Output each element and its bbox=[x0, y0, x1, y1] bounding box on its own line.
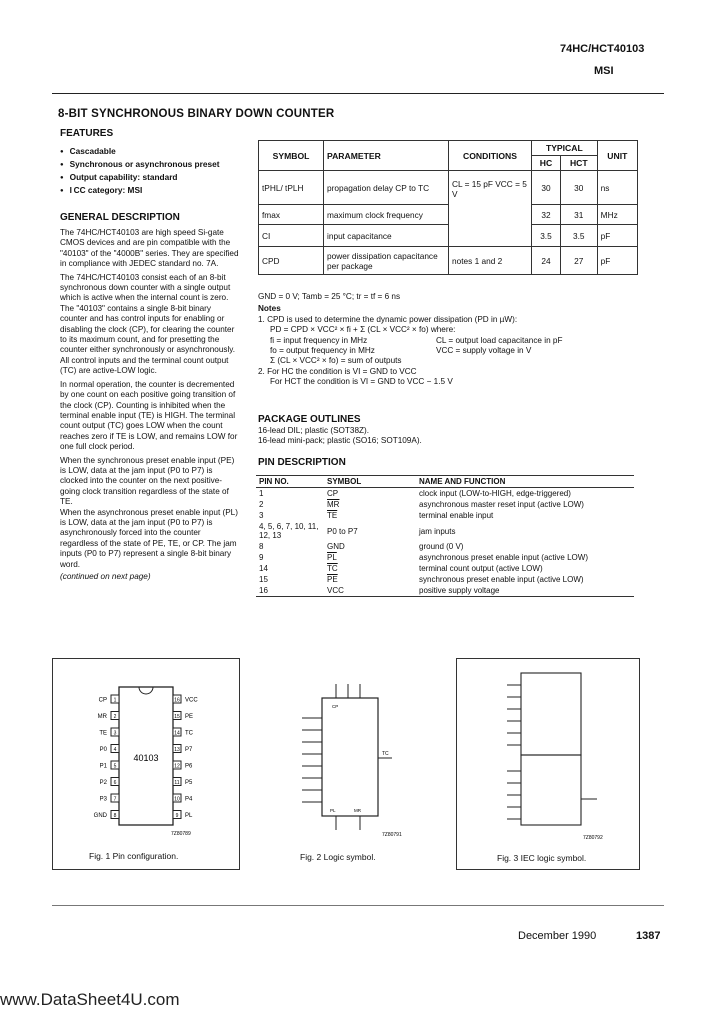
cell-parameter: input capacitance bbox=[324, 225, 449, 247]
page-number: 1387 bbox=[636, 930, 661, 942]
right-pin-label: VCC bbox=[185, 697, 198, 704]
pin-heading: PIN DESCRIPTION bbox=[258, 457, 346, 468]
feature-item: ● Synchronous or asynchronous preset bbox=[60, 158, 219, 171]
def-cl: CL = output load capacitance in pF bbox=[436, 335, 563, 345]
col-typical: TYPICAL bbox=[532, 141, 598, 156]
package-heading: PACKAGE OUTLINES bbox=[258, 414, 361, 425]
pin-no: 15 bbox=[259, 575, 268, 584]
col-hct: HCT bbox=[560, 156, 597, 171]
note-2: 2. For HC the condition is VI = GND to VCC bbox=[258, 366, 417, 376]
left-pin-label: CP bbox=[98, 697, 107, 704]
cell-hc: 24 bbox=[532, 247, 561, 275]
mr-input-label: MR bbox=[354, 808, 361, 813]
pin-symbol: $\overline{TE}$ bbox=[327, 511, 338, 520]
cell-hct: 3.5 bbox=[560, 225, 597, 247]
left-pin-number: 4 bbox=[113, 747, 117, 753]
left-pin-label: GND bbox=[93, 813, 107, 819]
pin-no: 1 bbox=[259, 489, 264, 498]
left-pin-number: 5 bbox=[113, 763, 117, 770]
cell-unit: ns bbox=[597, 171, 637, 205]
cell-unit: pF bbox=[597, 247, 637, 275]
right-pin-number: 15 bbox=[174, 714, 180, 720]
right-pin-label: P7 bbox=[185, 747, 193, 753]
pin-configuration-diagram bbox=[53, 659, 239, 869]
page-title: 8-BIT SYNCHRONOUS BINARY DOWN COUNTER bbox=[58, 108, 335, 120]
note-formula: PD = CPD × VCC² × fi + Σ (CL × VCC² × fo) where: bbox=[270, 325, 456, 335]
right-pin-label: TC bbox=[185, 730, 193, 737]
right-pin-label: PE bbox=[185, 714, 194, 720]
chip-label: 40103 bbox=[133, 753, 159, 763]
pin-no: 16 bbox=[259, 586, 268, 595]
general-paragraph: The 74HC/HCT40103 are high speed Si-gate CMOS devices and are pin compatible with the "40103" of the "4000B" series. They are specified in compliance with JEDEC standard no. 7A. bbox=[60, 228, 239, 269]
figure-2-caption: Fig. 2 Logic symbol. bbox=[300, 852, 376, 862]
pin-function: clock input (LOW-to-HIGH, edge-triggered) bbox=[419, 489, 571, 498]
feature-item: ● Output capability: standard bbox=[60, 171, 219, 184]
cell-hc: 32 bbox=[532, 205, 561, 225]
tc-output-label: TC bbox=[382, 751, 389, 757]
col-unit: UNIT bbox=[597, 141, 637, 171]
pin-function: asynchronous preset enable input (active LOW) bbox=[419, 553, 588, 562]
feature-item: ● I CC category: MSI bbox=[60, 184, 219, 197]
def-vcc: VCC = supply voltage in V bbox=[436, 346, 532, 356]
figure-code: 7Z80791 bbox=[382, 832, 402, 838]
cell-hct: 30 bbox=[560, 171, 597, 205]
left-pin-number: 6 bbox=[113, 780, 117, 786]
def-fo: fo = output frequency in MHz bbox=[270, 346, 375, 356]
right-pin-label: PL bbox=[185, 813, 193, 819]
notes-heading: Notes bbox=[258, 304, 281, 314]
general-heading: GENERAL DESCRIPTION bbox=[60, 212, 180, 223]
right-pin-number: 9 bbox=[175, 813, 179, 819]
watermark-link[interactable]: www.DataSheet4U.com bbox=[0, 990, 180, 1009]
def-sum: Σ (CL × VCC² × fo) = sum of outputs bbox=[270, 356, 402, 366]
package-line: 16-lead mini-pack; plastic (SO16; SOT109A). bbox=[258, 436, 422, 445]
left-pin-label: P3 bbox=[99, 796, 107, 803]
cell-symbol: CPD bbox=[259, 247, 324, 275]
iec-logic-symbol-diagram bbox=[457, 659, 639, 869]
part-number: 74HC/HCT40103 bbox=[560, 43, 645, 55]
cell-hct: 31 bbox=[560, 205, 597, 225]
cell-conditions: notes 1 and 2 bbox=[449, 247, 532, 275]
spec-table bbox=[258, 140, 638, 275]
pin-function: terminal enable input bbox=[419, 511, 494, 520]
right-pin-group bbox=[173, 695, 198, 819]
cell-parameter: propagation delay CP to TC bbox=[324, 171, 449, 205]
family-label: MSI bbox=[594, 65, 614, 77]
features-list bbox=[60, 145, 219, 197]
pin-symbol: VCC bbox=[327, 586, 344, 595]
general-paragraph: In normal operation, the counter is decremented by one count on each positive going transition of the clock (CP). Counting is inhibited when the terminal enable input (TE) is HIGH. The terminal count output (TC) goes LOW when the count reaches zero if TE is LOW, and remains LOW for one full clock period. bbox=[60, 379, 238, 452]
figure-1-caption: Fig. 1 Pin configuration. bbox=[89, 851, 179, 861]
cell-unit: pF bbox=[597, 225, 637, 247]
figure-1-frame bbox=[52, 658, 240, 870]
pin-function: synchronous preset enable input (active LOW) bbox=[419, 575, 584, 584]
col-symbol: SYMBOL bbox=[259, 141, 324, 171]
pin-no: 3 bbox=[259, 511, 264, 520]
pin-no: 4, 5, 6, 7, 10, 11, 12, 13 bbox=[259, 522, 319, 540]
pin-symbol: $\overline{PL}$ bbox=[327, 553, 337, 562]
figure-code: 7Z80792 bbox=[583, 835, 603, 841]
col-pin-no: PIN NO. bbox=[256, 476, 324, 488]
gnd-conditions: GND = 0 V; Tamb = 25 °C; tr = tf = 6 ns bbox=[258, 292, 401, 301]
pin-symbol: $\overline{PE}$ bbox=[327, 575, 338, 584]
left-pin-number: 7 bbox=[113, 796, 117, 803]
col-hc: HC bbox=[532, 156, 561, 171]
pl-input-label: PL bbox=[330, 808, 336, 813]
def-fi: fi = input frequency in MHz bbox=[270, 335, 368, 345]
pin-function: positive supply voltage bbox=[419, 586, 500, 595]
cell-conditions: CL = 15 pF VCC = 5 V bbox=[449, 171, 532, 247]
left-pin-group bbox=[94, 695, 119, 819]
left-pin-number: 3 bbox=[113, 730, 117, 737]
cell-parameter: maximum clock frequency bbox=[324, 205, 449, 225]
features-heading: FEATURES bbox=[60, 128, 114, 139]
pin-table bbox=[256, 475, 634, 597]
pin-function: ground (0 V) bbox=[419, 542, 464, 551]
pin-function: asynchronous master reset input (active LOW) bbox=[419, 500, 584, 509]
note-defs bbox=[258, 346, 648, 356]
left-pin-label: P0 bbox=[99, 747, 107, 753]
cell-parameter: power dissipation capacitance per package bbox=[324, 247, 449, 275]
col-pin-symbol: SYMBOL bbox=[324, 476, 416, 488]
general-description bbox=[60, 228, 240, 582]
cell-symbol: CI bbox=[259, 225, 324, 247]
right-pin-number: 13 bbox=[174, 747, 180, 753]
right-pin-number: 11 bbox=[174, 780, 180, 786]
general-paragraph: When the asynchronous preset enable input (PL) is LOW, data at the jam input (P0 to P7) is asynchronously forced into the counter regardless of the state of PE, TE, or CP. The jam inputs (P0 to P7) represent a single 8-bit binary word. bbox=[60, 507, 238, 569]
cp-input-label: CP bbox=[332, 704, 339, 709]
left-pin-label: P1 bbox=[99, 763, 107, 770]
col-conditions: CONDITIONS bbox=[449, 141, 532, 171]
figure-3-frame bbox=[456, 658, 640, 870]
note-defs bbox=[258, 336, 648, 346]
pin-function: terminal count output (active LOW) bbox=[419, 564, 543, 573]
left-pin-number: 1 bbox=[113, 697, 117, 704]
general-paragraph: The 74HC/HCT40103 consist each of an 8-bit synchronous down counter with a single output which is active when the internal count is zero. The "40103" contains a single 8-bit binary counter and has control inputs for enabling or disabling the clock (CP), for clearing the counter to its maximum count, and for presetting the counter either synchronously or asynchronously. All control inputs and the terminal count output (TC) are active-LOW logic. bbox=[60, 272, 236, 376]
right-pin-label: P5 bbox=[185, 780, 193, 786]
left-pin-number: 8 bbox=[113, 813, 117, 819]
header-rule bbox=[52, 93, 664, 94]
left-pin-label: P2 bbox=[99, 780, 107, 786]
note-2b: For HCT the condition is VI = GND to VCC − 1.5 V bbox=[270, 377, 453, 387]
pin-function: jam inputs bbox=[419, 526, 456, 536]
right-pin-number: 12 bbox=[174, 763, 180, 770]
cell-hc: 3.5 bbox=[532, 225, 561, 247]
note-1: 1. CPD is used to determine the dynamic power dissipation (PD in µW): bbox=[258, 314, 518, 324]
cell-symbol: fmax bbox=[259, 205, 324, 225]
pin-symbol: CP bbox=[327, 489, 339, 498]
right-pin-number: 14 bbox=[174, 730, 180, 737]
pin-symbol: $\overline{TC}$ bbox=[327, 564, 338, 573]
figure-3-caption: Fig. 3 IEC logic symbol. bbox=[497, 853, 587, 863]
pin-no: 2 bbox=[259, 500, 264, 509]
right-pin-number: 10 bbox=[174, 796, 180, 803]
footer-date: December 1990 bbox=[518, 930, 597, 942]
pin-symbol: GND bbox=[327, 542, 345, 551]
cell-unit: MHz bbox=[597, 205, 637, 225]
figure-2-frame bbox=[252, 658, 442, 868]
notes-block bbox=[258, 292, 648, 388]
pin-no: 8 bbox=[259, 542, 264, 551]
right-pin-label: P6 bbox=[185, 763, 193, 770]
logic-symbol-diagram bbox=[252, 658, 442, 868]
figure-code: 7Z80789 bbox=[171, 831, 191, 837]
feature-item: ● Cascadable bbox=[60, 145, 219, 158]
left-pin-label: TE bbox=[99, 730, 107, 737]
cell-hct: 27 bbox=[560, 247, 597, 275]
right-pin-label: P4 bbox=[185, 796, 193, 803]
col-pin-name: NAME AND FUNCTION bbox=[416, 476, 634, 488]
pin-no: 9 bbox=[259, 553, 264, 562]
pin-no: 14 bbox=[259, 564, 268, 573]
left-pin-label: MR bbox=[97, 714, 107, 720]
col-parameter: PARAMETER bbox=[324, 141, 449, 171]
pin-symbol: P0 to P7 bbox=[327, 526, 358, 536]
left-pin-number: 2 bbox=[113, 714, 117, 720]
cell-hc: 30 bbox=[532, 171, 561, 205]
continued-note: (continued on next page) bbox=[60, 572, 151, 581]
package-line: 16-lead DIL; plastic (SOT38Z). bbox=[258, 426, 370, 435]
pin-symbol: $\overline{MR}$ bbox=[327, 500, 340, 509]
general-paragraph: When the synchronous preset enable input (PE) is LOW, data at the jam input (P0 to P7) is clocked into the counter on the next positive-going clock transition regardless of the state of TE. bbox=[60, 455, 235, 507]
footer-rule bbox=[52, 905, 664, 906]
right-pin-number: 16 bbox=[174, 697, 180, 704]
cell-symbol: tPHL/ tPLH bbox=[259, 171, 324, 205]
